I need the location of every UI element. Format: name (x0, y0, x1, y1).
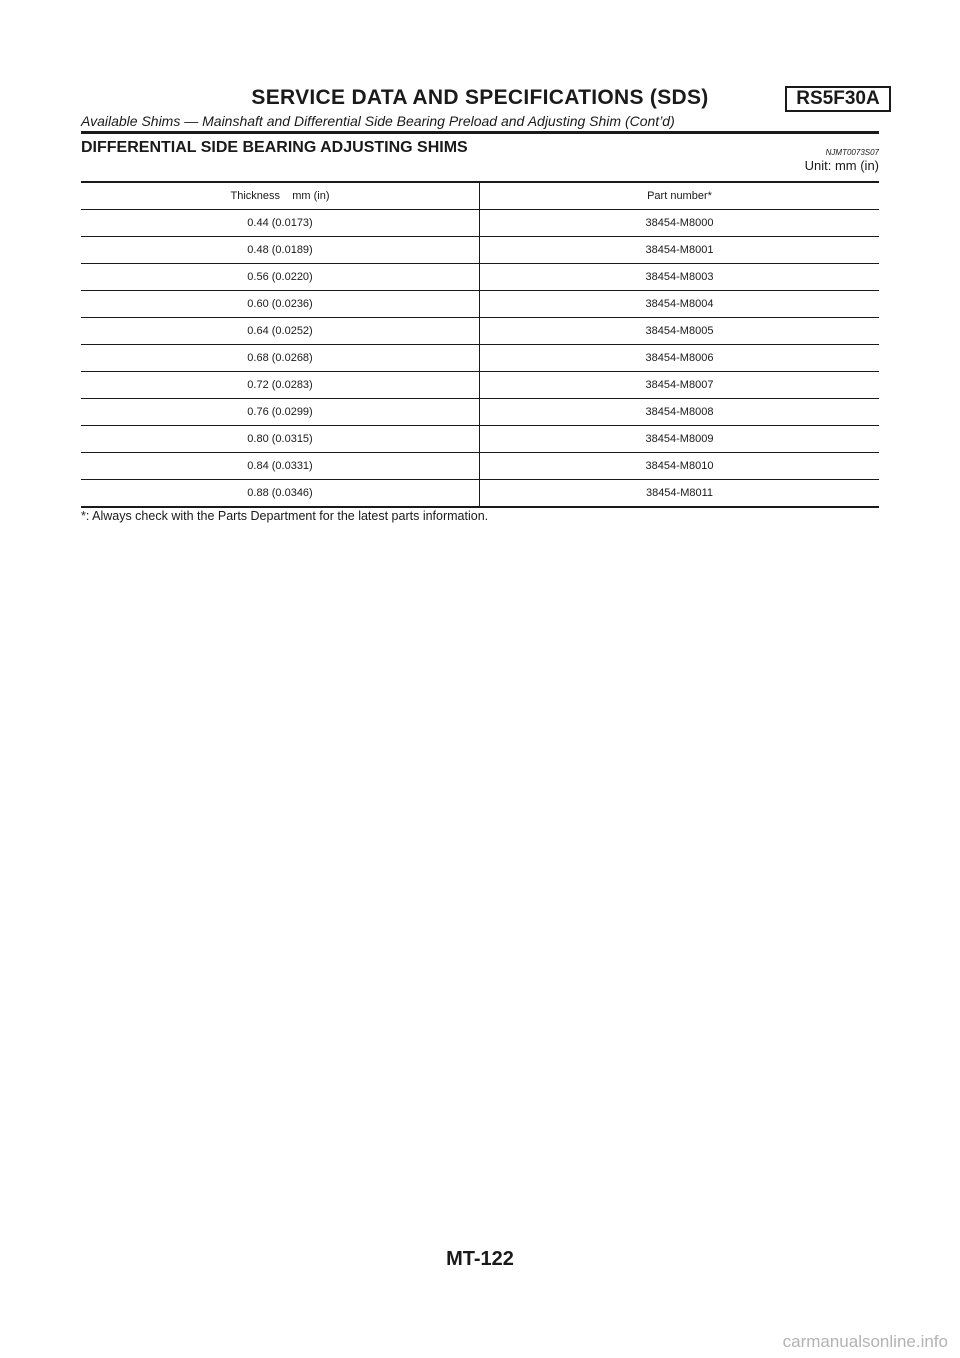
part-number-cell: 38454-M8001 (480, 237, 880, 264)
thickness-cell: 0.88 (0.0346) (81, 480, 480, 508)
part-number-cell: 38454-M8000 (480, 210, 880, 237)
part-number-cell: 38454-M8006 (480, 345, 880, 372)
thickness-cell: 0.72 (0.0283) (81, 372, 480, 399)
part-number-cell: 38454-M8008 (480, 399, 880, 426)
table-row (81, 210, 879, 237)
thickness-cell: 0.76 (0.0299) (81, 399, 480, 426)
page-header-title: SERVICE DATA AND SPECIFICATIONS (SDS) (251, 86, 709, 109)
watermark-link[interactable]: carmanualsonline.info (782, 1332, 948, 1351)
table-row (81, 345, 879, 372)
page-number: MT-122 (446, 1248, 514, 1270)
model-code-badge: RS5F30A (785, 86, 891, 112)
table-header-row (81, 182, 879, 210)
footnote: *: Always check with the Parts Department for the latest parts information. (81, 509, 489, 523)
part-number-cell: 38454-M8009 (480, 426, 880, 453)
part-number-cell: 38454-M8005 (480, 318, 880, 345)
column-header-thickness: Thickness mm (in) (81, 182, 480, 210)
thickness-cell: 0.68 (0.0268) (81, 345, 480, 372)
thickness-cell: 0.60 (0.0236) (81, 291, 480, 318)
table-row (81, 237, 879, 264)
page-subtitle: Available Shims — Mainshaft and Differential Side Bearing Preload and Adjusting Shim (Cont’d) (81, 113, 675, 129)
part-number-cell: 38454-M8011 (480, 480, 880, 508)
column-header-part-number: Part number* (480, 182, 880, 210)
thickness-cell: 0.48 (0.0189) (81, 237, 480, 264)
part-number-cell: 38454-M8010 (480, 453, 880, 480)
section-title: DIFFERENTIAL SIDE BEARING ADJUSTING SHIMS (81, 139, 468, 156)
unit-label: Unit: mm (in) (804, 158, 879, 173)
thickness-cell: 0.80 (0.0315) (81, 426, 480, 453)
table-row (81, 264, 879, 291)
header-divider (81, 131, 879, 134)
part-number-cell: 38454-M8007 (480, 372, 880, 399)
table-row (81, 426, 879, 453)
shim-table (81, 181, 879, 508)
table-row (81, 480, 879, 508)
thickness-cell: 0.64 (0.0252) (81, 318, 480, 345)
table-row (81, 399, 879, 426)
table-row (81, 318, 879, 345)
thickness-cell: 0.84 (0.0331) (81, 453, 480, 480)
table-row (81, 291, 879, 318)
table-row (81, 372, 879, 399)
part-number-cell: 38454-M8004 (480, 291, 880, 318)
reference-code: NJMT0073S07 (825, 148, 879, 157)
part-number-cell: 38454-M8003 (480, 264, 880, 291)
thickness-cell: 0.44 (0.0173) (81, 210, 480, 237)
thickness-cell: 0.56 (0.0220) (81, 264, 480, 291)
table-row (81, 453, 879, 480)
